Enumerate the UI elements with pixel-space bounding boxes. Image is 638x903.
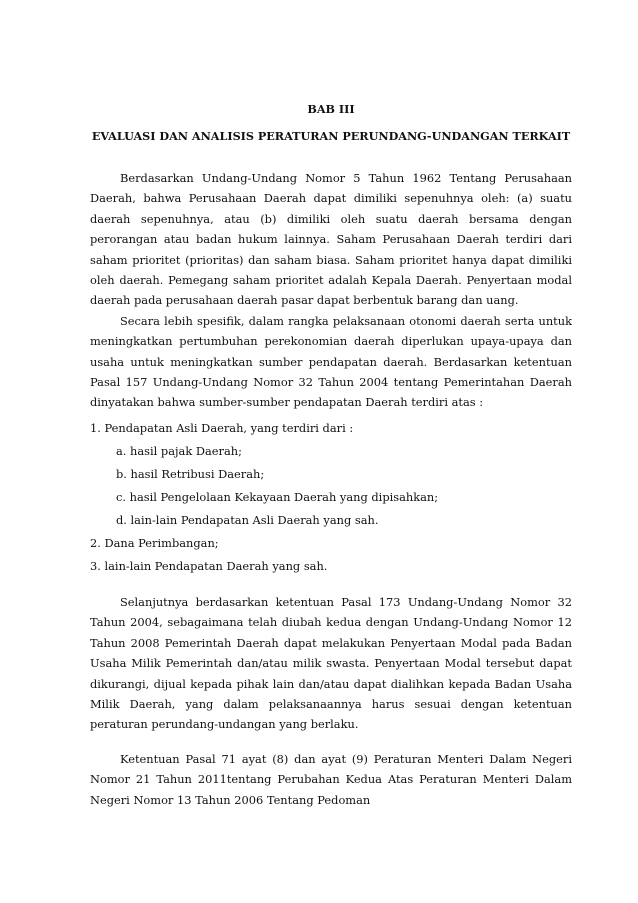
paragraph-3: Selanjutnya berdasarkan ketentuan Pasal 173 Undang-Undang Nomor 32 Tahun 2004, sebagaimana telah diubah kedua dengan Undang-Undang Nomor 12 Tahun 2008 Pemerintah Daerah dapat melakukan Penyertaan Modal pada Badan Usaha Milik Pemerintah dan/atau milik swasta. Penyertaan Modal tersebut dapat dikurangi, dijual kepada pihak lain dan/atau dapat dialihkan kepada Badan Usaha Milik Daerah, yang dalam pelaksanaannya harus sesuai dengan ketentuan peraturan perundang-undangan yang berlaku. <box>90 594 572 732</box>
revenue-sources-list <box>90 417 572 578</box>
paragraph-1: Berdasarkan Undang-Undang Nomor 5 Tahun 1962 Tentang Perusahaan Daerah, bahwa Perusahaan Daerah dapat dimiliki sepenuhnya oleh: (a) suatu daerah sepenuhnya, atau (b) dimiliki oleh suatu daerah bersama dengan perorangan atau badan hukum lainnya. Saham Perusahaan Daerah terdiri dari saham prioritet (prioritas) dan saham biasa. Saham prioritet hanya dapat dimiliki oleh daerah. Pemegang saham prioritet adalah Kepala Daerah. Penyertaan modal daerah pada perusahaan daerah pasar dapat berbentuk barang dan uang. <box>90 171 572 308</box>
sub-item-d: d. lain-lain Pendapatan Asli Daerah yang sah. <box>116 512 379 527</box>
paragraph-2: Secara lebih spesifik, dalam rangka pelaksanaan otonomi daerah serta untuk meningkatkan pertumbuhan perekonomian daerah diperlukan upaya-upaya dan usaha untuk meningkatkan sumber pendapatan daerah. Berdasarkan ketentuan Pasal 157 Undang-Undang Nomor 32 Tahun 2004 tentang Pemerintahan Daerah dinyatakan bahwa sumber-sumber pendapatan Daerah terdiri atas : <box>90 313 572 410</box>
list-item-2: 2. Dana Perimbangan; <box>90 535 219 550</box>
sub-item-b: b. hasil Retribusi Daerah; <box>116 466 265 481</box>
sub-item-c: c. hasil Pengelolaan Kekayaan Daerah yang dipisahkan; <box>116 489 439 504</box>
sub-list <box>90 440 572 532</box>
chapter-title: EVALUASI DAN ANALISIS PERATURAN PERUNDANG-UNDANGAN TERKAIT <box>91 129 571 143</box>
list-item-3: 3. lain-lain Pendapatan Daerah yang sah. <box>90 558 328 573</box>
list-item-1: 1. Pendapatan Asli Daerah, yang terdiri dari : <box>90 420 354 435</box>
document-page <box>90 100 572 810</box>
chapter-heading: BAB III <box>307 102 355 116</box>
paragraph-4: Ketentuan Pasal 71 ayat (8) dan ayat (9) Peraturan Menteri Dalam Negeri Nomor 21 Tahun 2011tentang Perubahan Kedua Atas Peraturan Menteri Dalam Negeri Nomor 13 Tahun 2006 Tentang Pedoman <box>90 751 572 807</box>
sub-item-a: a. hasil pajak Daerah; <box>116 443 242 458</box>
